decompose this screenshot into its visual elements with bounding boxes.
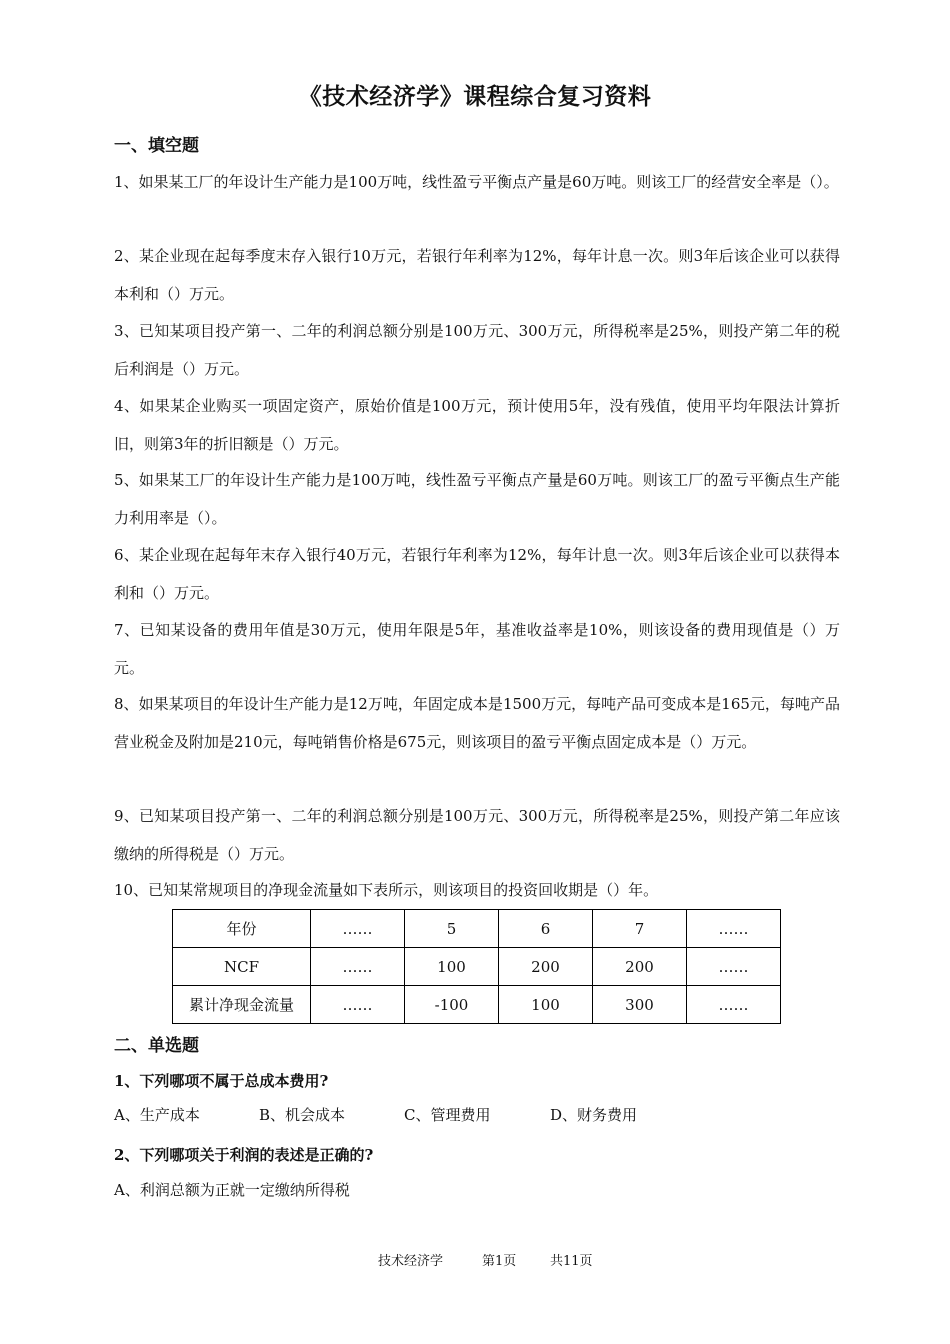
table-cell: ……	[311, 986, 405, 1024]
page-title: 《技术经济学》课程综合复习资料	[298, 83, 652, 110]
table-cell: -100	[405, 986, 499, 1024]
question-8: 8、如果某项目的年设计生产能力是12万吨，年固定成本是1500万元，每吨产品可变成本是165元，每吨产品营业税金及附加是210元，每吨销售价格是675元，则该项目的盈亏平衡点固定成本是（）万元。	[114, 695, 840, 751]
table-row	[173, 910, 781, 948]
footer-course: 技术经济学	[378, 1254, 444, 1269]
option-b: B、机会成本	[259, 1106, 346, 1124]
question-4: 4、如果某企业购买一项固定资产，原始价值是100万元，预计使用5年，没有残值，使用平均年限法计算折旧，则第3年的折旧额是（）万元。	[114, 397, 840, 453]
table-cell: 100	[405, 948, 499, 986]
table-cell: ……	[311, 948, 405, 986]
cash-flow-table	[172, 909, 781, 1024]
option-c: C、管理费用	[404, 1106, 491, 1124]
table-cell: 100	[499, 986, 593, 1024]
table-cell: NCF	[173, 948, 311, 986]
question-9: 9、已知某项目投产第一、二年的利润总额分别是100万元、300万元，所得税率是25%，则投产第二年应该缴纳的所得税是（）万元。	[114, 807, 840, 863]
section-heading-single-choice: 二、单选题	[114, 1036, 199, 1056]
table-cell: 5	[405, 910, 499, 948]
table-cell: 6	[499, 910, 593, 948]
option-d: D、财务费用	[550, 1106, 638, 1124]
section-heading-fill-blank: 一、填空题	[114, 136, 199, 156]
table-cell: 300	[593, 986, 687, 1024]
question-1: 1、如果某工厂的年设计生产能力是100万吨，线性盈亏平衡点产量是60万吨。则该工厂的经营安全率是（）。	[114, 173, 839, 191]
table-cell: 年份	[173, 910, 311, 948]
table-cell: 200	[593, 948, 687, 986]
footer-total-pages: 共11页	[550, 1254, 593, 1269]
table-cell: 累计净现金流量	[173, 986, 311, 1024]
table-cell: 7	[593, 910, 687, 948]
question-2: 2、某企业现在起每季度末存入银行10万元，若银行年利率为12%，每年计息一次。则3年后该企业可以获得本利和（）万元。	[114, 247, 840, 303]
question-5: 5、如果某工厂的年设计生产能力是100万吨，线性盈亏平衡点产量是60万吨。则该工厂的盈亏平衡点生产能力利用率是（）。	[114, 471, 840, 527]
option-a: A、生产成本	[114, 1106, 200, 1124]
table-row	[173, 948, 781, 986]
question-6: 6、某企业现在起每年末存入银行40万元，若银行年利率为12%，每年计息一次。则3年后该企业可以获得本利和（）万元。	[114, 546, 840, 602]
table-row	[173, 986, 781, 1024]
table-cell: 200	[499, 948, 593, 986]
table-cell: ……	[311, 910, 405, 948]
footer-page-number: 第1页	[482, 1254, 517, 1269]
question-10: 10、已知某常规项目的净现金流量如下表所示，则该项目的投资回收期是（）年。	[114, 881, 659, 899]
question-7: 7、已知某设备的费用年值是30万元，使用年限是5年，基准收益率是10%，则该设备的费用现值是（）万元。	[114, 621, 840, 677]
option-a: A、利润总额为正就一定缴纳所得税	[114, 1181, 350, 1199]
mcq-question-2: 2、下列哪项关于利润的表述是正确的?	[114, 1146, 374, 1164]
mcq-question-1: 1、下列哪项不属于总成本费用?	[114, 1072, 329, 1090]
table-cell: ……	[687, 948, 781, 986]
question-3: 3、已知某项目投产第一、二年的利润总额分别是100万元、300万元，所得税率是25%，则投产第二年的税后利润是（）万元。	[114, 322, 840, 378]
table-cell: ……	[687, 910, 781, 948]
table-cell: ……	[687, 986, 781, 1024]
